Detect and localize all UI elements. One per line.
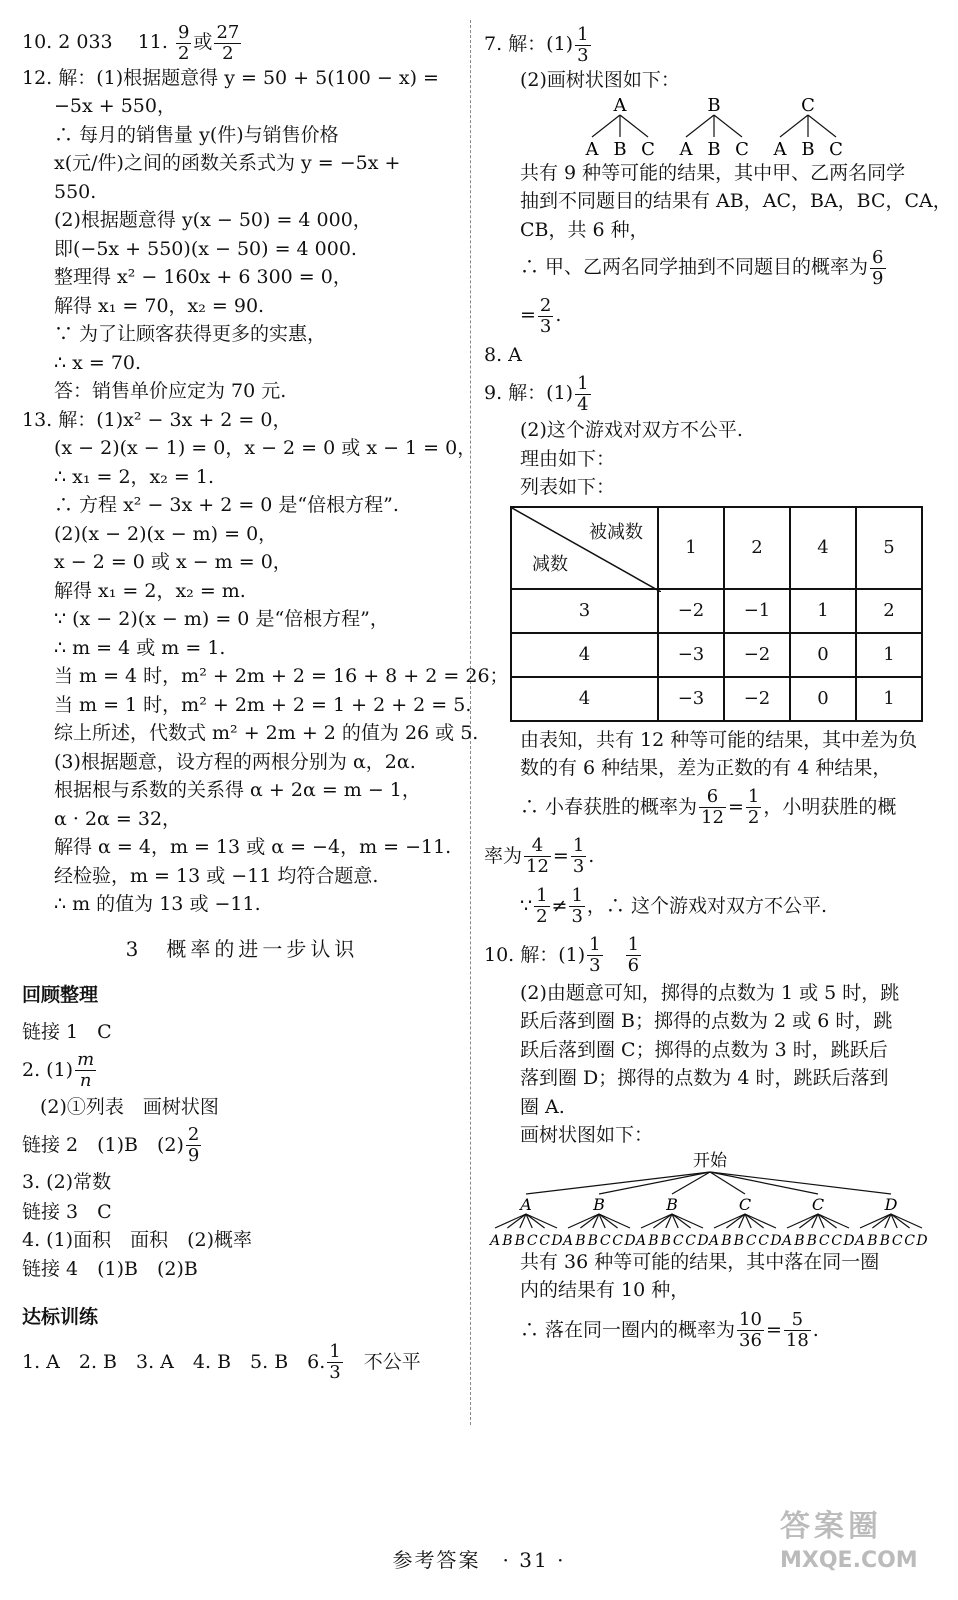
tree-leaf-node: B bbox=[514, 1232, 525, 1248]
q13-line: α · 2α = 32， bbox=[54, 807, 182, 830]
q7-conclusion bbox=[484, 244, 936, 290]
q9-prob-text: ，小明获胜的概 bbox=[763, 795, 897, 818]
table-cell: −2 bbox=[658, 589, 724, 633]
q13-line: ∵ (x − 2)(x − m) = 0 是“倍根方程”， bbox=[54, 608, 389, 630]
q13-line: 根据根与系数的关系得 α + 2α = m − 1， bbox=[54, 779, 421, 801]
tree-leaf-node: C bbox=[745, 1232, 757, 1248]
q11-or: 或 bbox=[193, 31, 213, 53]
tree-leaf-node: C bbox=[758, 1232, 769, 1248]
tree-leaf-node: A bbox=[781, 1232, 793, 1248]
q9-text: 数的有 6 种结果，差为正数的有 4 种结果， bbox=[520, 757, 892, 779]
q9-equals: = bbox=[552, 844, 569, 867]
tree-leaf-node: B bbox=[794, 1232, 805, 1248]
tree-leaf-node: B bbox=[806, 1232, 817, 1248]
q9-line: 列表如下： bbox=[520, 476, 616, 498]
q10-period: . bbox=[812, 1318, 819, 1341]
q7-result bbox=[484, 290, 936, 340]
table-cell: −1 bbox=[724, 589, 790, 633]
tree-leaf-node: C bbox=[904, 1232, 915, 1248]
q9-prob-text: 率为 bbox=[484, 844, 523, 867]
q10-text: 跃后落到圈 C；掷得的点数为 3 时，跳跃后 bbox=[520, 1038, 888, 1061]
tree-leaf-node: C bbox=[735, 138, 749, 159]
q12-line: ∵ 为了让顾客获得更多的实惠， bbox=[54, 323, 327, 345]
q9-fraction: $\frac{1}{4}$ bbox=[577, 372, 589, 415]
q7-period: . bbox=[555, 304, 562, 326]
tree-leaf-node: C bbox=[599, 1232, 611, 1248]
q8-answer: 8. A bbox=[484, 344, 522, 366]
table-col-header: 4 bbox=[790, 507, 856, 589]
q9-fraction-1-2: $\frac{1}{2}$ bbox=[747, 786, 760, 828]
q11-fraction-1: $\frac{9}{2}$ bbox=[177, 21, 190, 64]
review-link1: 链接 1 C bbox=[22, 1020, 112, 1043]
watermark-logo bbox=[780, 1510, 918, 1578]
tree-leaf-node: C bbox=[829, 138, 843, 159]
tree-branch-node: C bbox=[738, 1194, 752, 1214]
q9-fraction-1-3b: $\frac{1}{3}$ bbox=[571, 885, 583, 927]
q10-text: 跃后落到圈 B；掷得的点数为 2 或 6 时，跳 bbox=[520, 1010, 893, 1032]
tree-branch-node: A bbox=[520, 1194, 532, 1214]
tree-leaf-node: B bbox=[587, 1232, 598, 1248]
q13-line: ∴ x₁ = 2，x₂ = 1. bbox=[54, 465, 215, 488]
tree-leaf-node: C bbox=[526, 1232, 538, 1248]
q13-line: 13. 解：(1)x² − 3x + 2 = 0， bbox=[22, 408, 292, 431]
q10-label: 10. 解：(1) bbox=[484, 943, 586, 966]
q7-fraction-6-9: $\frac{6}{9}$ bbox=[872, 246, 884, 289]
train-suffix: 不公平 bbox=[363, 1350, 421, 1373]
table-col-header: 1 bbox=[658, 507, 724, 589]
tree-leaf-node: A bbox=[679, 138, 693, 159]
q10-q11-line bbox=[22, 22, 462, 64]
q7-equals: = bbox=[520, 304, 536, 326]
tree-branch-node: B bbox=[666, 1194, 678, 1214]
table-row-header: 4 bbox=[511, 677, 658, 721]
table-cell: −2 bbox=[724, 677, 790, 721]
q10-equals: = bbox=[765, 1318, 782, 1341]
q12-line: 550. bbox=[54, 180, 97, 203]
tree-leaf-node: B bbox=[801, 138, 815, 159]
table-col-header: 2 bbox=[724, 507, 790, 589]
tree-branch-node: C bbox=[811, 1194, 825, 1214]
page-number: · 31 · bbox=[502, 1548, 566, 1572]
tree-root-node: A bbox=[613, 94, 627, 116]
watermark-line2: MXQE.COM bbox=[780, 1548, 918, 1573]
review-link3: 链接 3 C bbox=[22, 1200, 112, 1223]
q9-conclusion bbox=[484, 881, 936, 931]
tree-leaf-node: C bbox=[831, 1232, 842, 1248]
tree-leaf-node: D bbox=[551, 1232, 563, 1248]
review-heading: 回顾整理 bbox=[22, 983, 99, 1006]
q9-difference-table bbox=[510, 506, 923, 722]
q9-line1 bbox=[484, 370, 936, 416]
footer-title: 参考答案 bbox=[392, 1548, 481, 1572]
q11-fraction-2: $\frac{27}{2}$ bbox=[216, 21, 240, 64]
table-cell: −3 bbox=[658, 633, 724, 677]
table-row bbox=[511, 633, 922, 677]
tree-leaf-node: C bbox=[612, 1232, 623, 1248]
q7-line1 bbox=[484, 22, 936, 66]
tree-leaf-node: B bbox=[721, 1232, 732, 1248]
table-cell: 0 bbox=[790, 633, 856, 677]
q13-line: (x − 2)(x − 1) = 0，x − 2 = 0 或 x − 1 = 0， bbox=[54, 437, 477, 459]
review-link4: 链接 4 (1)B (2)B bbox=[22, 1257, 198, 1280]
tree-start-node: 开始 bbox=[693, 1150, 727, 1171]
tree-leaf-node: A bbox=[585, 138, 599, 159]
not-equal-symbol: ≠ bbox=[551, 894, 568, 917]
tree-leaf-node: B bbox=[867, 1232, 878, 1248]
train-fraction: $\frac{1}{3}$ bbox=[329, 1341, 341, 1383]
q12-line: x(元/件)之间的函数关系式为 y = −5x + bbox=[54, 152, 401, 174]
q10-text: 共有 36 种等可能的结果，其中落在同一圈 bbox=[520, 1250, 880, 1273]
tree-leaf-node: B bbox=[502, 1232, 513, 1248]
tree-leaf-node: B bbox=[733, 1232, 744, 1248]
tree-leaf-node: C bbox=[685, 1232, 696, 1248]
q9-text: 由表知，共有 12 种等可能的结果，其中差为负 bbox=[520, 728, 918, 751]
table-col-header: 5 bbox=[856, 507, 922, 589]
q12-line: 答：销售单价应定为 70 元. bbox=[54, 380, 287, 402]
q12-line: ∴ x = 70. bbox=[54, 351, 142, 374]
tree-branch-node: B bbox=[593, 1194, 605, 1214]
q7-text: CB，共 6 种， bbox=[520, 218, 649, 241]
q13-line: 解得 α = 4，m = 13 或 α = −4，m = −11. bbox=[54, 836, 452, 858]
tree-branch bbox=[686, 115, 714, 137]
q13-line: 综上所述，代数式 m² + 2m + 2 的值为 26 或 5. bbox=[54, 722, 479, 744]
table-cell: −3 bbox=[658, 677, 724, 721]
q13-line: (2)(x − 2)(x − m) = 0， bbox=[54, 522, 278, 545]
tree-branch bbox=[592, 115, 620, 137]
q12-line: ∴ 每月的销售量 y(件)与销售价格 bbox=[54, 123, 339, 146]
tree-leaf-node: A bbox=[854, 1232, 866, 1248]
review-link2-fraction: $\frac{2}{9}$ bbox=[187, 1124, 200, 1166]
tree-leaf-node: B bbox=[575, 1232, 586, 1248]
tree-leaf-node: B bbox=[707, 138, 721, 159]
tree-leaf-node: D bbox=[697, 1232, 709, 1248]
q9-prob-line1 bbox=[484, 783, 936, 831]
review-item2b: (2)①列表 画树状图 bbox=[40, 1095, 219, 1118]
train-answers-text: 1. A 2. B 3. A 4. B 5. B 6. bbox=[22, 1350, 326, 1373]
tree-leaf-node: A bbox=[562, 1232, 574, 1248]
q13-line: ∴ m = 4 或 m = 1. bbox=[54, 636, 226, 659]
tree-leaf-node: D bbox=[624, 1232, 636, 1248]
q7-conclusion-text: ∴ 甲、乙两名同学抽到不同题目的概率为 bbox=[520, 256, 869, 278]
tree-leaf-node: C bbox=[672, 1232, 684, 1248]
table-row bbox=[511, 589, 922, 633]
q10-answer: 10. 2 033 bbox=[22, 31, 113, 53]
review-item2-fraction: $\frac{m}{n}$ bbox=[77, 1049, 95, 1091]
q7-text: 共有 9 种等可能的结果，其中甲、乙两名同学 bbox=[520, 161, 906, 184]
tree-root-node: B bbox=[707, 94, 721, 116]
tree-leaf-node: C bbox=[539, 1232, 550, 1248]
review-item2-label: 2. (1) bbox=[22, 1058, 74, 1081]
q9-conclusion-text: ，∴ 这个游戏对双方不公平. bbox=[586, 894, 828, 917]
tree-leaf-node: C bbox=[891, 1232, 903, 1248]
q7-fraction-2-3: $\frac{2}{3}$ bbox=[539, 294, 552, 337]
table-header-row bbox=[511, 507, 922, 589]
q13-line: ∴ 方程 x² − 3x + 2 = 0 是“倍根方程”. bbox=[54, 494, 399, 516]
tree-branch bbox=[780, 115, 808, 137]
q13-line: 当 m = 1 时，m² + 2m + 2 = 1 + 2 + 2 = 5. bbox=[54, 693, 472, 716]
q10-fraction-10-36: $\frac{10}{36}$ bbox=[739, 1309, 762, 1351]
q10-line1 bbox=[484, 931, 936, 979]
q10-fraction-b: $\frac{1}{6}$ bbox=[627, 934, 640, 976]
q12-line: 解得 x₁ = 70，x₂ = 90. bbox=[54, 294, 265, 317]
review-link2 bbox=[22, 1123, 462, 1167]
q9-fraction-1-2b: $\frac{1}{2}$ bbox=[536, 885, 548, 927]
q9-label: 9. 解：(1) bbox=[484, 382, 574, 404]
q13-line: 解得 x₁ = 2，x₂ = m. bbox=[54, 579, 246, 602]
q13-line: ∴ m 的值为 13 或 −11. bbox=[54, 893, 261, 915]
q13-line: (3)根据题意，设方程的两根分别为 α，2α. bbox=[54, 750, 416, 773]
q10-fraction-5-18: $\frac{5}{18}$ bbox=[785, 1309, 809, 1351]
train-answers bbox=[22, 1339, 462, 1385]
review-item4: 4. (1)面积 面积 (2)概率 bbox=[22, 1228, 252, 1251]
watermark-line1: 答案圈 bbox=[780, 1509, 882, 1544]
q12-line: (2)根据题意得 y(x − 50) = 4 000， bbox=[54, 209, 372, 231]
tree-leaf-node: B bbox=[648, 1232, 659, 1248]
q7-line2: (2)画树状图如下： bbox=[520, 69, 680, 91]
review-item3: 3. (2)常数 bbox=[22, 1170, 112, 1193]
q10-text: 圈 A. bbox=[520, 1095, 565, 1118]
q9-line: (2)这个游戏对双方不公平. bbox=[520, 419, 743, 441]
train-heading: 达标训练 bbox=[22, 1305, 99, 1328]
table-cell: 1 bbox=[790, 589, 856, 633]
because-symbol: ∵ bbox=[520, 894, 533, 917]
tree-leaf-node: A bbox=[635, 1232, 647, 1248]
review-link2-text: 链接 2 (1)B (2) bbox=[22, 1133, 184, 1156]
tree-root-node: C bbox=[801, 94, 815, 116]
q13-line: x − 2 = 0 或 x − m = 0， bbox=[54, 551, 292, 573]
tree-leaf-node: D bbox=[843, 1232, 855, 1248]
q9-prob-text: ∴ 小春获胜的概率为 bbox=[520, 795, 698, 818]
q10-conclusion bbox=[484, 1305, 936, 1355]
q7-tree-diagram bbox=[484, 95, 936, 159]
q7-fraction: $\frac{1}{3}$ bbox=[577, 23, 589, 66]
q9-period: . bbox=[588, 844, 595, 867]
q9-fraction-1-3: $\frac{1}{3}$ bbox=[572, 835, 585, 877]
tree-leaf-node: C bbox=[641, 138, 655, 159]
tree-leaf-node: B bbox=[879, 1232, 890, 1248]
q12-line: −5x + 550， bbox=[54, 95, 176, 117]
section-title: 3 概率的进一步认识 bbox=[125, 936, 359, 961]
table-row-header: 3 bbox=[511, 589, 658, 633]
table-cell: 1 bbox=[856, 677, 922, 721]
corner-bottom-label: 减数 bbox=[532, 553, 568, 575]
q10-fraction-a: $\frac{1}{3}$ bbox=[589, 934, 601, 976]
q9-equals: = bbox=[727, 795, 744, 818]
q9-line: 理由如下： bbox=[520, 447, 616, 470]
table-row bbox=[511, 677, 922, 721]
q10-text: 内的结果有 10 种， bbox=[520, 1279, 690, 1301]
q12-line: 整理得 x² − 160x + 6 300 = 0， bbox=[54, 266, 352, 288]
q10-text: (2)由题意可知，掷得的点数为 1 或 5 时，跳 bbox=[520, 981, 900, 1004]
table-cell: 1 bbox=[856, 633, 922, 677]
q7-label: 7. 解：(1) bbox=[484, 33, 574, 55]
tree-branch bbox=[620, 115, 648, 137]
q7-text: 抽到不同题目的结果有 AB，AC，BA，BC，CA， bbox=[520, 190, 952, 212]
q9-prob-line2 bbox=[484, 831, 936, 881]
q12-solution bbox=[22, 64, 462, 406]
q10-tree-diagram bbox=[484, 1150, 936, 1248]
tree-leaf-node: A bbox=[489, 1232, 501, 1248]
tree-leaf-node: C bbox=[818, 1232, 830, 1248]
table-row-header: 4 bbox=[511, 633, 658, 677]
table-cell: −2 bbox=[724, 633, 790, 677]
q13-line: 当 m = 4 时，m² + 2m + 2 = 16 + 8 + 2 = 26； bbox=[54, 665, 509, 687]
tree-branch bbox=[714, 115, 742, 137]
tree-leaf-node: B bbox=[660, 1232, 671, 1248]
tree-branch bbox=[808, 115, 836, 137]
tree-branch-node: D bbox=[884, 1194, 898, 1214]
tree-leaf-node: B bbox=[613, 138, 627, 159]
q9-fraction-6-12: $\frac{6}{12}$ bbox=[701, 786, 724, 828]
tree-leaf-node: A bbox=[708, 1232, 720, 1248]
q10-text: 画树状图如下： bbox=[520, 1124, 654, 1146]
right-column bbox=[484, 22, 952, 1355]
tree-leaf-node: D bbox=[770, 1232, 782, 1248]
tree-leaf-node: D bbox=[916, 1232, 928, 1248]
q12-line: 12. 解：(1)根据题意得 y = 50 + 5(100 − x) = bbox=[22, 66, 439, 89]
corner-top-label: 被减数 bbox=[589, 521, 643, 543]
tree-leaf-node: A bbox=[773, 138, 787, 159]
review-item2 bbox=[22, 1048, 462, 1092]
table-corner-cell bbox=[511, 507, 658, 589]
table-cell: 2 bbox=[856, 589, 922, 633]
q12-line: 即(−5x + 550)(x − 50) = 4 000. bbox=[54, 237, 357, 260]
q10-text: 落到圈 D；掷得的点数为 4 时，跳跃后落到 bbox=[520, 1067, 889, 1089]
q13-line: 经检验，m = 13 或 −11 均符合题意. bbox=[54, 864, 379, 887]
q9-fraction-4-12: $\frac{4}{12}$ bbox=[526, 835, 549, 877]
table-cell: 0 bbox=[790, 677, 856, 721]
q11-label: 11. bbox=[137, 31, 168, 53]
q10-conclusion-text: ∴ 落在同一圈内的概率为 bbox=[520, 1318, 736, 1341]
